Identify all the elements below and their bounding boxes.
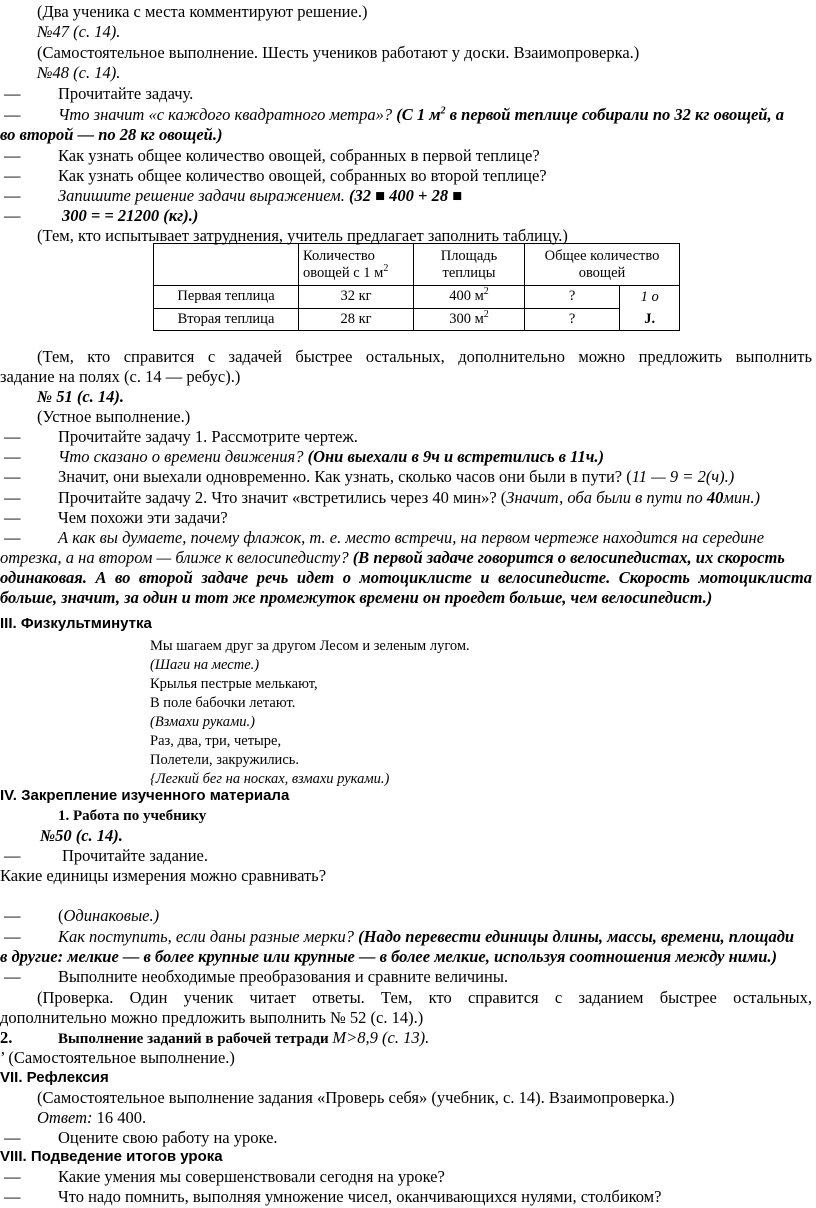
poem-line: (Шаги на месте.) <box>150 657 260 673</box>
table-cell: 1 о J. <box>620 286 680 331</box>
section-heading: III. Физкультминутка <box>0 615 152 632</box>
table-cell: 400 $м^2$ <box>414 286 525 309</box>
task-number: № 51 (с. 14). <box>37 387 125 406</box>
text-line: (Самостоятельное выполнение. Шесть учеников работают у доски. Взаимопроверка.) <box>37 43 640 62</box>
task-number: №48 (с. 14). <box>37 63 121 82</box>
table-cell: ? <box>525 286 620 309</box>
poem-line: (Взмахи руками.) <box>150 714 255 730</box>
table-cell: Вторая теплица <box>154 308 299 331</box>
table-header: Общее количество овощей <box>525 244 680 286</box>
subheading: 1. Работа по учебнику <box>58 808 207 824</box>
poem-line: В поле бабочки летают. <box>150 695 296 711</box>
section-heading: IV. Закрепление изученного материала <box>0 787 290 804</box>
greenhouse-table <box>153 243 680 331</box>
text-line: задание на полях (с. 14 — ребус).) <box>0 367 241 386</box>
answer-line: Ответ: 16 400. <box>37 1108 147 1127</box>
text-line: ’ (Самостоятельное выполнение.) <box>0 1048 235 1067</box>
table-cell: 32 кг <box>299 286 414 309</box>
text-line: в другие: мелкие — в более крупные или крупные — в более мелкие, используя соотношения между ними.) <box>0 947 778 966</box>
poem-line: Крылья пестрые мелькают, <box>150 676 318 692</box>
poem-line: Полетели, закружились. <box>150 752 299 768</box>
text-line: (Проверка. Один ученик читает ответы. Тем, кто справится с заданием быстрее остальных, <box>37 988 812 1007</box>
text-line: дополнительно можно предложить выполнить № 52 (с. 14).) <box>0 1008 424 1027</box>
table-cell: 28 кг <box>299 308 414 331</box>
table-cell: ? <box>525 308 620 331</box>
section-heading: VIII. Подведение итогов урока <box>0 1148 223 1165</box>
text-line: одинаковая. А во второй задаче речь идет о мотоциклисте и велосипедисте. Скорость мотоциклиста <box>0 568 812 587</box>
text-line: (Самостоятельное выполнение задания «Проверь себя» (учебник, с. 14). Взаимопроверка.) <box>37 1088 675 1107</box>
table-cell: 300 $м^2$ <box>414 308 525 331</box>
poem-line: Раз, два, три, четыре, <box>150 733 282 749</box>
task-number: №47 (с. 14). <box>37 22 121 41</box>
text-line: отрезка, а на втором — ближе к велосипедисту? (В первой задаче говорится о велосипедистах, их скорость <box>0 548 785 567</box>
table-header: Площадь теплицы <box>414 244 525 286</box>
poem-line: {Легкий бег на носках, взмахи руками.) <box>150 771 390 787</box>
poem-line: Мы шагаем друг за другом Лесом и зеленым лугом. <box>150 638 470 654</box>
table-corner-cell <box>154 244 299 286</box>
text-line: больше, значит, за один и тот же промежуток времени он проедет больше, чем велосипедист.) <box>0 588 713 607</box>
text-line: (Устное выполнение.) <box>37 407 191 426</box>
table-row <box>154 308 680 331</box>
text-line: (Тем, кто испытывает затруднения, учитель предлагает заполнить таблицу.) <box>37 226 568 245</box>
table-header: Количество овощей с 1 $м^2$ <box>299 244 414 286</box>
section-heading: VII. Рефлексия <box>0 1069 109 1086</box>
subheading: 2. Выполнение заданий в рабочей тетради М>8,9 (с. 13). <box>0 1028 430 1047</box>
text-line: Какие единицы измерения можно сравнивать? <box>0 866 327 885</box>
table-row <box>154 286 680 309</box>
text-line: (Тем, кто справится с задачей быстрее остальных, дополнительно можно предложить выполнить <box>37 347 812 366</box>
text-line: во второй — по 28 кг овощей.) <box>0 125 223 144</box>
text-line: (Два ученика с места комментируют решение.) <box>37 2 368 21</box>
table-cell: Первая теплица <box>154 286 299 309</box>
task-number: №50 (с. 14). <box>40 826 123 845</box>
